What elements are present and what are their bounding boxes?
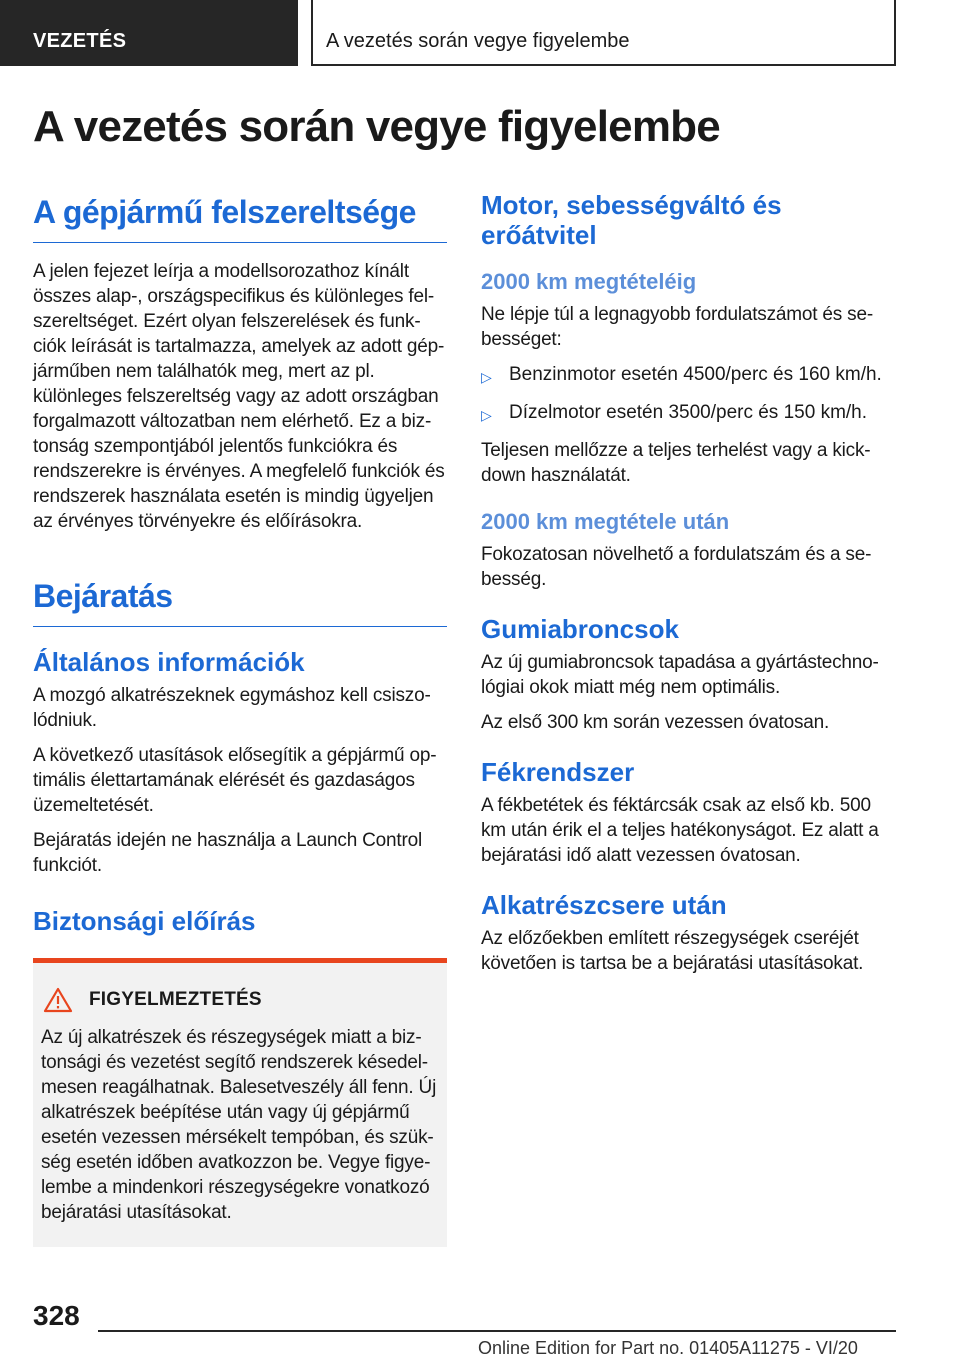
breakin-paragraph-1: A mozgó alkatrészeknek egymáshoz kell csiszolódniuk. [33, 685, 431, 731]
breakin-paragraph-3: Bejáratás idején ne használja a Launch Control funkciót. [33, 830, 423, 876]
list-item [481, 362, 899, 390]
safety-heading: Biztonsági előírás [33, 906, 256, 936]
engine-heading: Motor, sebességváltó és erőátvitel [481, 190, 782, 250]
edition-note: Online Edition for Part no. 01405A11275 - VI/20 [478, 1338, 858, 1358]
warning-header [41, 987, 441, 1013]
footer-divider [98, 1330, 896, 1332]
breakin-paragraph-2: A következő utasítások elősegítik a gépjármű optimális élettartamának elérését és gazdaságos üzemeltetését. [33, 745, 437, 816]
warning-title: FIGYELMEZTETÉS [89, 989, 262, 1010]
chapter-tab: A vezetés során vegye figyelembe [311, 0, 896, 66]
to-2000km-text: Ne lépje túl a legnagyobb fordulatszámot és sebességet: [481, 304, 874, 350]
brakes-text: A fékbetétek és féktárcsák csak az első kb. 500 km után érik el a teljes hatékonyságot. Ez alatt a bejáratási idő alatt vezessen óvatosan. [481, 795, 879, 866]
page-title: A vezetés során vegye figyelembe [33, 102, 720, 151]
parts-replacement-text: Az előzőekben említett részegységek cseréjét követően is tartsa be a bejáratási utasításokat. [481, 928, 864, 974]
page-number: 328 [33, 1300, 80, 1331]
equipment-heading: A gépjármű felszereltsége [33, 190, 447, 243]
after-2000km-heading: 2000 km megtétele után [481, 509, 730, 534]
tires-heading: Gumiabroncsok [481, 614, 679, 644]
brakes-heading: Fékrendszer [481, 757, 635, 787]
list-item-text: Benzinmotor esetén 4500/perc és 160 km/h. [509, 364, 882, 385]
breakin-heading: Bejáratás [33, 574, 447, 627]
to-2000km-heading: 2000 km megtételéig [481, 269, 697, 294]
warning-triangle-icon [43, 987, 73, 1013]
bullet-triangle-icon: ▷ [481, 407, 492, 423]
general-info-heading: Általános információk [33, 647, 305, 677]
list-item [481, 400, 899, 428]
equipment-text: A jelen fejezet leírja a modellsorozathoz kínált összes alap-, országspecifikus és különleges felszereltséget. Ezért olyan felszerelések és funkciók leírását is tartalmazza, amelyek az adott gépjárműben nem találhatók meg, mert az pl. különleges felszereltség vagy az adott országban forgalmazott változatban nem elérhető. Ez a biztonság szempontjából jelentős funkciókra és rendszerekre is érvényes. A megfelelő funkciók és rendszerek használata esetén is mindig ügyeljen az érvényes törvényekre és előírásokra. [33, 261, 445, 532]
section-tab: VEZETÉS [0, 0, 298, 66]
warning-box [33, 958, 447, 1247]
right-column [481, 190, 899, 976]
page-header [0, 0, 960, 66]
tires-paragraph-2: Az első 300 km során vezessen óvatosan. [481, 712, 830, 733]
parts-replacement-heading: Alkatrészcsere után [481, 890, 727, 920]
warning-text: Az új alkatrészek és részegységek miatt a biztonsági és vezetést segítő rendszerek késedelmesen reagálhatnak. Balesetveszély áll fenn. Új alkatrészek beépítése után vagy új gépjármű esetén vezessen mérsékelt tempóban, és szükség esetén időben avatkozzon be. Vegye figyelembe a mindenkori részegységekre vonatkozó bejáratási utasításokat. [41, 1027, 437, 1223]
left-column [33, 190, 447, 1247]
to-2000km-text-2: Teljesen mellőzze a teljes terhelést vagy a kickdown használatát. [481, 440, 871, 486]
list-item-text: Dízelmotor esetén 3500/perc és 150 km/h. [509, 402, 868, 423]
tires-paragraph-1: Az új gumiabroncsok tapadása a gyártástechnológiai okok miatt még nem optimális. [481, 652, 879, 698]
bullet-triangle-icon: ▷ [481, 369, 492, 385]
after-2000km-text: Fokozatosan növelhető a fordulatszám és a sebesség. [481, 544, 872, 590]
